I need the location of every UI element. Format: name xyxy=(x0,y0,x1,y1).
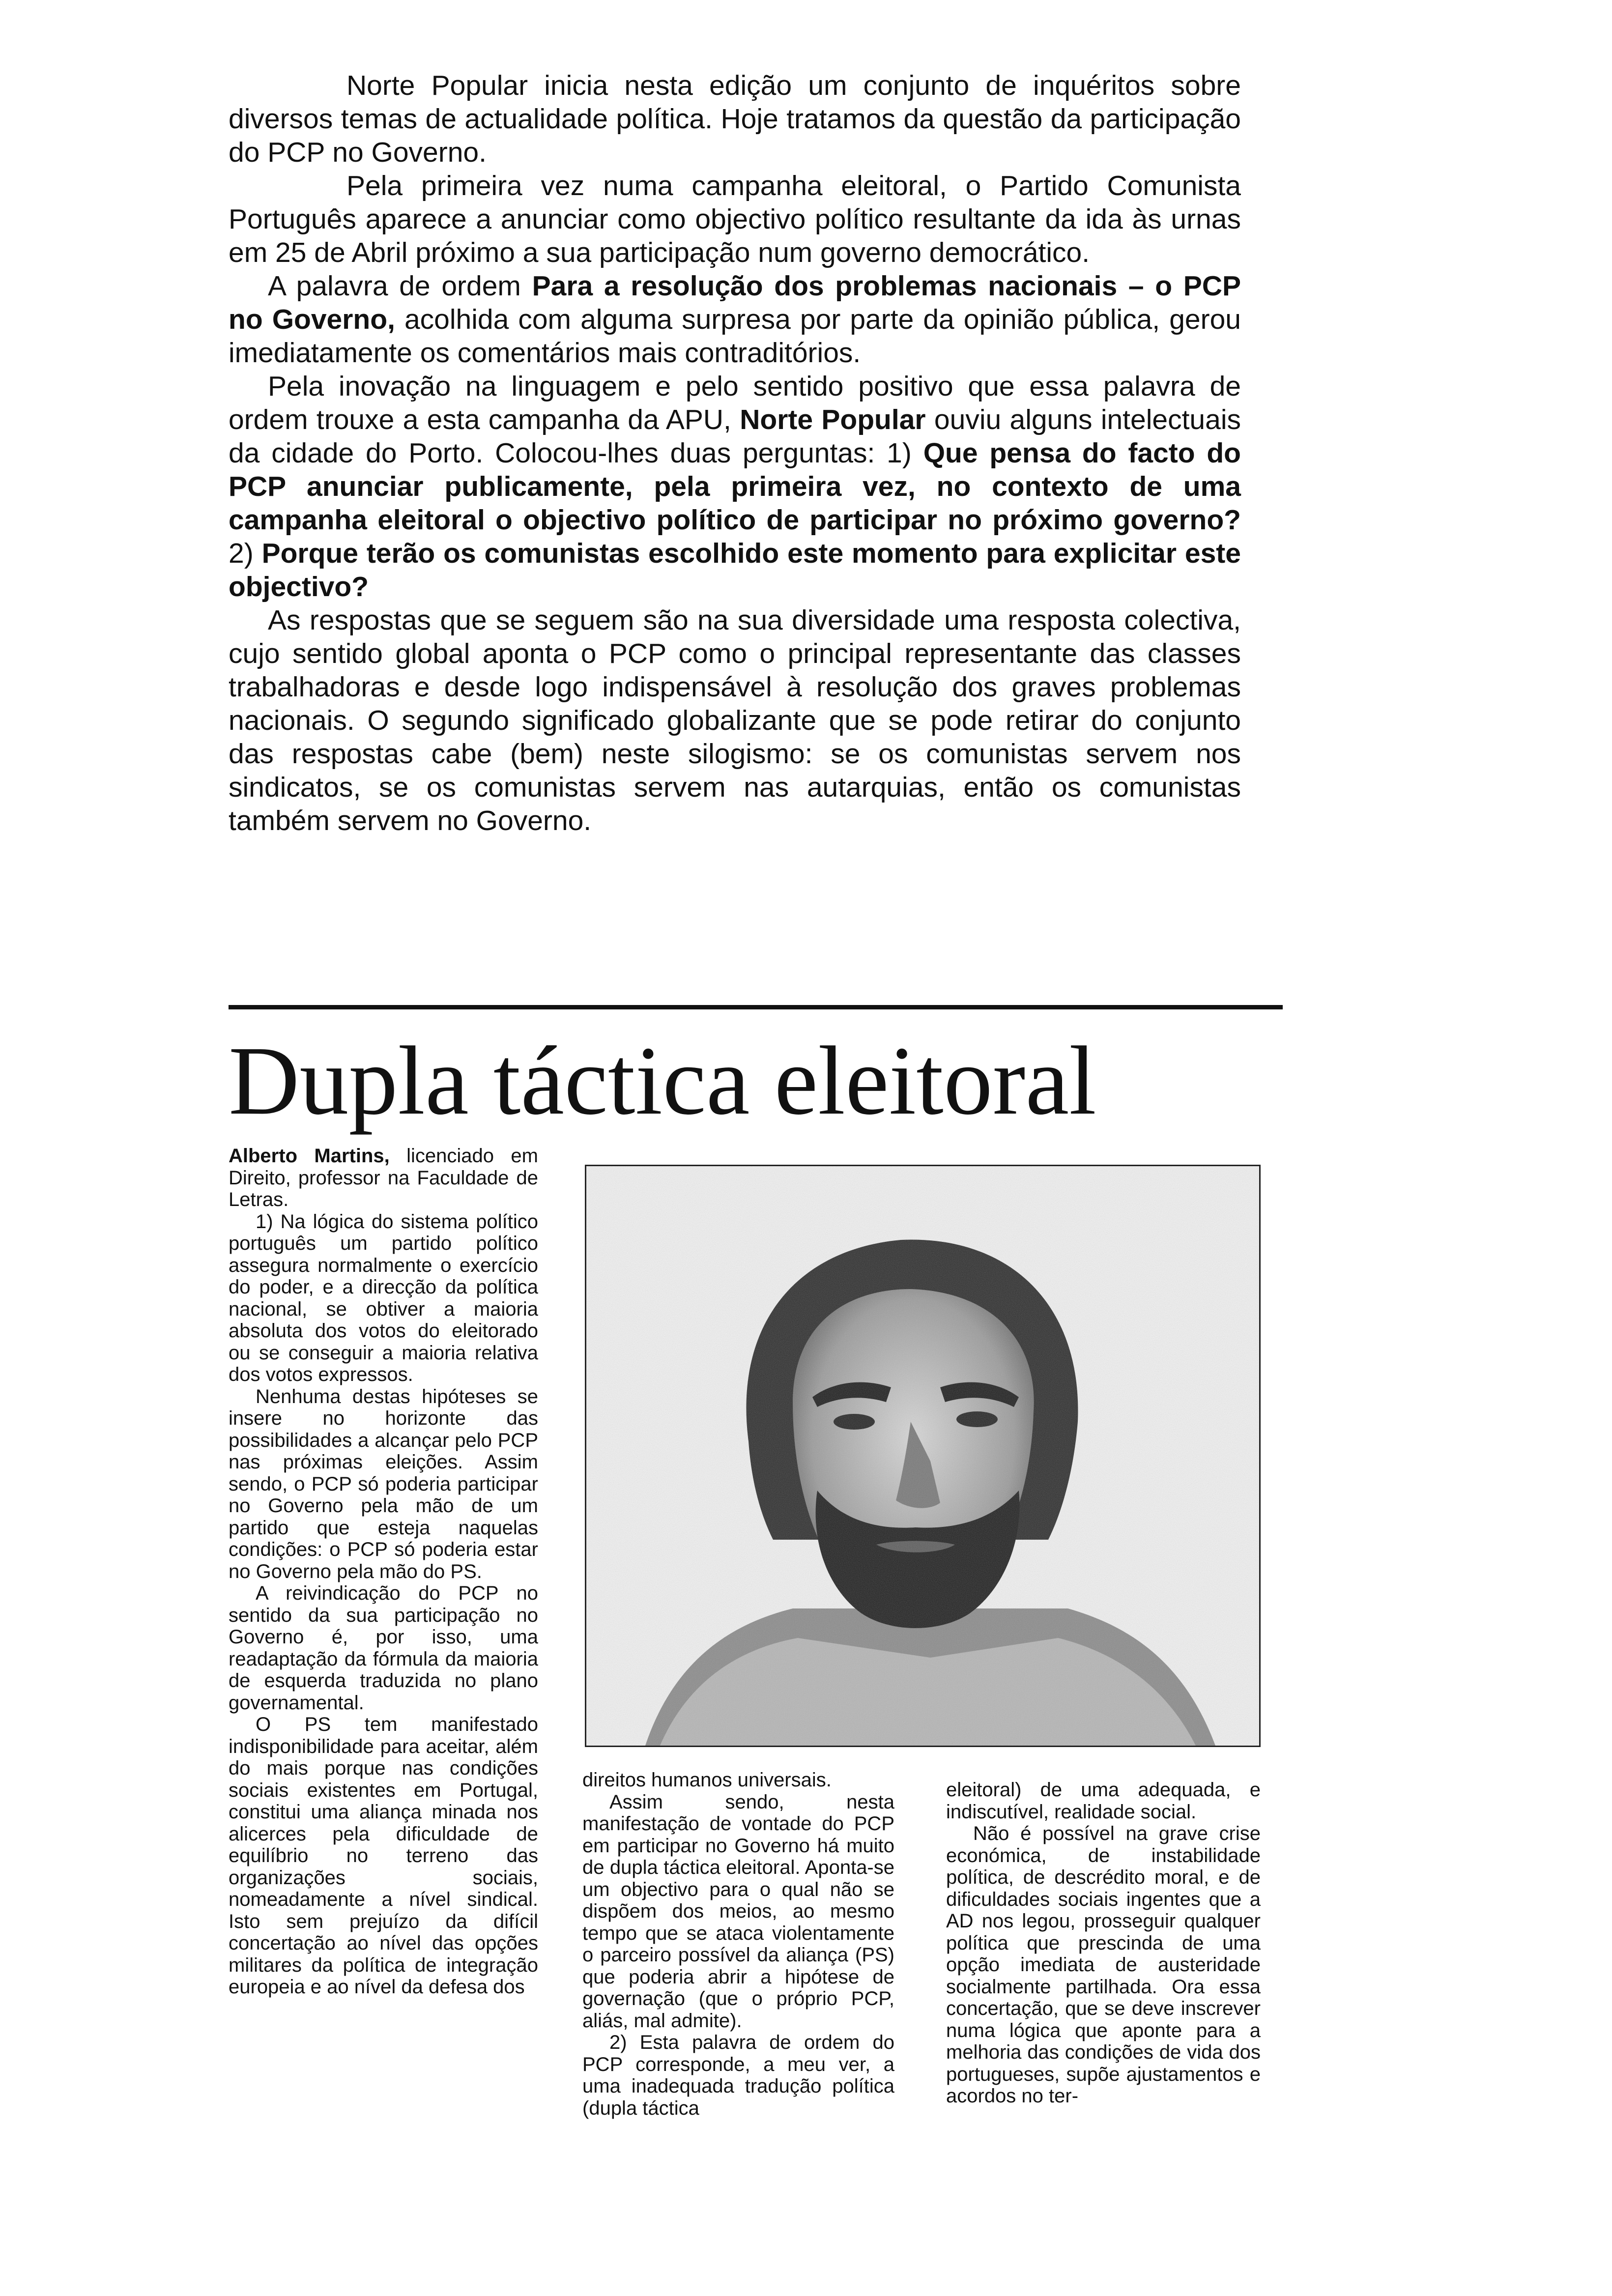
intro-paragraph-5: As respostas que se seguem são na sua diversidade uma resposta colectiva, cujo sentido global aponta o PCP como o principal representante das classes trabalhadoras e desde logo indispensável à resolução dos graves problemas nacionais. O segundo significado globalizante que se pode retirar do conjunto das respostas cabe (bem) neste silogismo: se os comunistas servem nos sindicatos, se os comunistas servem nas autarquias, então os comunistas também servem no Governo. xyxy=(229,604,1241,836)
question-1: Que pensa do facto do PCP anunciar publicamente, pela primeira vez, no contexto de uma campanha eleitoral o objectivo político de participar no próximo governo? xyxy=(229,437,1241,536)
column-1-paragraph-4: O PS tem manifestado indisponibilidade para aceitar, além do mais porque nas condições sociais existentes em Portugal, constitui uma aliança minada nos alicerces pela dificuldade de equilíbrio no terreno das organizações sociais, nomeadamente a nível sindical. Isto sem prejuízo da difícil concertação ao nível das opções militares da política de integração europeia e ao nível da defesa dos xyxy=(229,1714,538,1998)
intro-paragraph-3 xyxy=(229,269,1241,370)
intro-slogan: Para a resolução dos problemas nacionais – o PCP no Governo, xyxy=(229,270,1241,335)
author-description: licenciado em Direito, professor na Faculdade de Letras. xyxy=(229,1145,538,1210)
column-1-paragraph-1: 1) Na lógica do sistema político português um partido político assegura normalmente o exercício do poder, e a direcção da política nacional, se obtiver a maioria absoluta dos votos do eleitorado ou se conseguir a maioria relativa dos votos expressos. xyxy=(229,1210,538,1385)
intro-p4-part-a: Pela inovação na linguagem e pelo sentido positivo que essa palavra de ordem trouxe a esta campanha da APU, xyxy=(229,371,1241,435)
author-portrait-photo xyxy=(585,1165,1261,1747)
intro-p4-part-c: ouviu alguns intelectuais da cidade do Porto. Colocou-lhes duas perguntas: 1) xyxy=(229,404,1241,469)
section-divider xyxy=(229,1005,1283,1009)
newspaper-name: Norte Popular xyxy=(740,404,926,435)
intro-p4-part-e: 2) xyxy=(229,538,262,569)
article-headline: Dupla táctica eleitoral xyxy=(229,1027,1096,1135)
column-2-paragraph-2: Assim sendo, nesta manifestação de vontade do PCP em participar no Governo há muito de dupla táctica eleitoral. Aponta-se um objectivo para o qual não se dispõem dos meios, ao mesmo tempo que se ataca violentamente o parceiro possível da aliança (PS) que poderia abrir a hipótese de governação (que o próprio PCP, aliás, mal admite). xyxy=(582,1791,894,2032)
portrait-illustration xyxy=(586,1166,1259,1746)
intro-text xyxy=(229,69,1241,837)
column-2-paragraph-1: direitos humanos universais. xyxy=(582,1769,832,1791)
intro-paragraph-4 xyxy=(229,370,1241,603)
author-byline xyxy=(229,1145,538,1211)
article-column-1 xyxy=(229,1145,538,1998)
intro-p3-part-c: acolhida com alguma surpresa por parte da opinião pública, gerou imediatamente os comentários mais contraditórios. xyxy=(229,304,1241,369)
column-1-paragraph-3: A reivindicação do PCP no sentido da sua participação no Governo é, por isso, uma readaptação da fórmula da maioria de esquerda traduzida no plano governamental. xyxy=(229,1582,538,1714)
article-column-2 xyxy=(582,1769,894,2119)
intro-p3-part-a: A palavra de ordem xyxy=(268,270,532,302)
author-name: Alberto Martins, xyxy=(229,1145,390,1167)
column-2-paragraph-3: 2) Esta palavra de ordem do PCP corresponde, a meu ver, a uma inadequada tradução política (dupla táctica xyxy=(582,2032,894,2119)
question-2: Porque terão os comunistas escolhido este momento para explicitar este objectivo? xyxy=(229,538,1241,603)
intro-paragraph-2: Pela primeira vez numa campanha eleitoral, o Partido Comunista Português aparece a anunciar como objectivo político resultante da ida às urnas em 25 de Abril próximo a sua participação num governo democrático. xyxy=(229,170,1241,268)
column-1-paragraph-2: Nenhuma destas hipóteses se insere no horizonte das possibilidades a alcançar pelo PCP nas próximas eleições. Assim sendo, o PCP só poderia participar no Governo pela mão de um partido que esteja naquelas condições: o PCP só poderia estar no Governo pela mão do PS. xyxy=(229,1385,538,1582)
column-3-paragraph-2: Não é possível na grave crise económica, de instabilidade política, de descrédito moral, e de dificuldades sociais ingentes que a AD nos legou, prosseguir qualquer política que prescinda de uma opção imediata de austeridade socialmente partilhada. Ora essa concertação, que se deve inscrever numa lógica que aponte para a melhoria das condições de vida dos portugueses, supõe ajustamentos e acordos no ter- xyxy=(946,1823,1261,2107)
column-3-paragraph-1: eleitoral) de uma adequada, e indiscutível, realidade social. xyxy=(946,1779,1261,1823)
article-column-3 xyxy=(946,1779,1261,2107)
intro-paragraph-1: Norte Popular inicia nesta edição um conjunto de inquéritos sobre diversos temas de actualidade política. Hoje tratamos da questão da participação do PCP no Governo. xyxy=(229,70,1241,168)
